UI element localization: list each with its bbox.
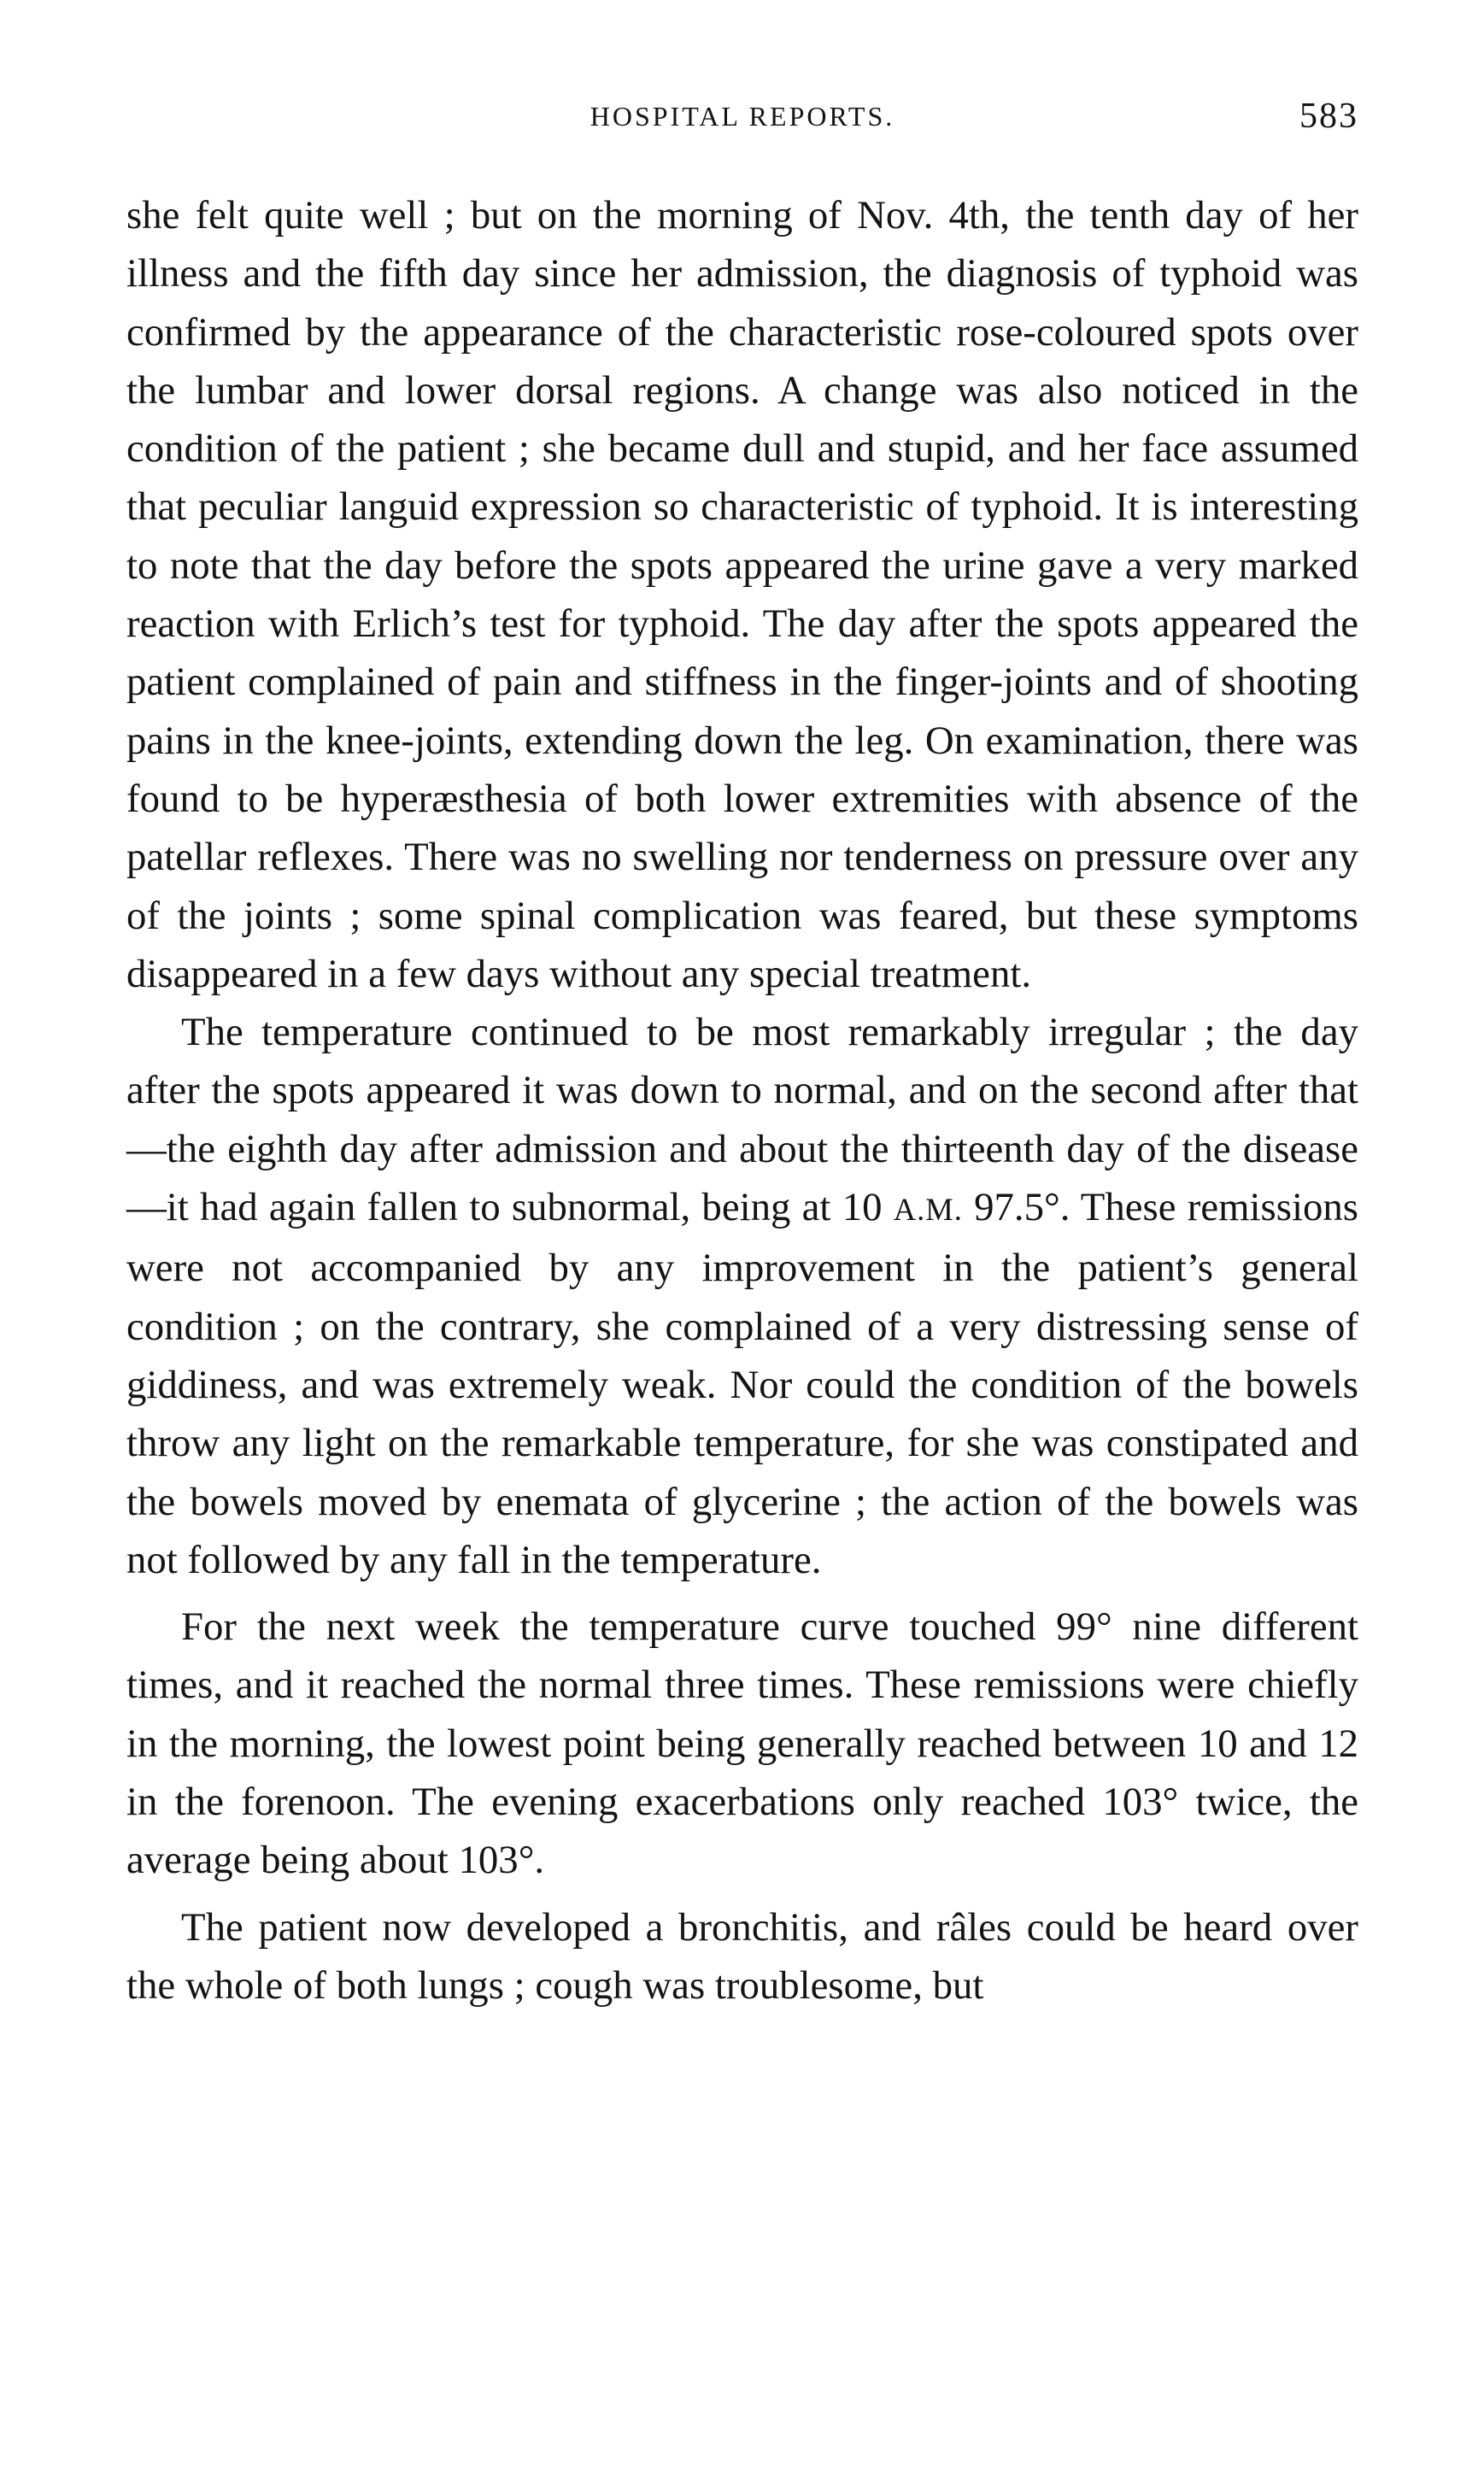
paragraph-2-text-before: The temperature continued to be most remarkably irregular ; the day after the spots appeared it was down to normal, and on the second after that—the eighth day after admission and about the thirteenth day of the disease—it had again fallen to subnormal, being at 10 xyxy=(126,1010,1358,1230)
paragraph-2-text-after: 97.5°. These remissions were not accompanied by any improvement in the patient’s general condition ; on the contrary, she complained of a very distressing sense of giddiness, and was extremely weak. Nor could the condition of the bowels throw any light on the remarkable temperature, for she was constipated and the bowels moved by enemata of glycerine ; the action of the bowels was not followed by any fall in the temperature. xyxy=(126,1185,1358,1582)
time-abbreviation: A.M. xyxy=(893,1192,963,1228)
paragraph-4: The patient now developed a bronchitis, and râles could be heard over the whole of both lungs ; cough was troublesome, but xyxy=(126,1904,1358,2008)
page-number: 583 xyxy=(1299,97,1358,136)
document-page xyxy=(126,97,1358,2015)
running-head xyxy=(126,97,1358,152)
paragraph-2 xyxy=(126,1003,1358,1589)
paragraph-1: she felt quite well ; but on the morning of Nov. 4th, the tenth day of her illness and the fifth day since her admission, the diagnosis of typhoid was confirmed by the appearance of the characteristic rose-coloured spots over the lumbar and lower dorsal regions. A change was also noticed in the condition of the patient ; she became dull and stupid, and her face assumed that peculiar languid expression so characteristic of typhoid. It is interesting to note that the day before the spots appeared the urine gave a very marked reaction with Erlich’s test for typhoid. The day after the spots appeared the patient complained of pain and stiffness in the finger-joints and of shooting pains in the knee-joints, extending down the leg. On examination, there was found to be hyperæsthesia of both lower extremities with absence of the patellar reflexes. There was no swelling nor tenderness on pressure over any of the joints ; some spinal complication was feared, but these symptoms disappeared in a few days without any special treatment. xyxy=(126,193,1358,996)
body-text xyxy=(126,186,1358,2015)
paragraph-3: For the next week the temperature curve touched 99° nine different times, and it reached the normal three times. These remissions were chiefly in the morning, the lowest point being generally reached between 10 and 12 in the forenoon. The evening exacerbations only reached 103° twice, the average being about 103°. xyxy=(126,1604,1358,1883)
running-title: HOSPITAL REPORTS. xyxy=(589,101,895,132)
